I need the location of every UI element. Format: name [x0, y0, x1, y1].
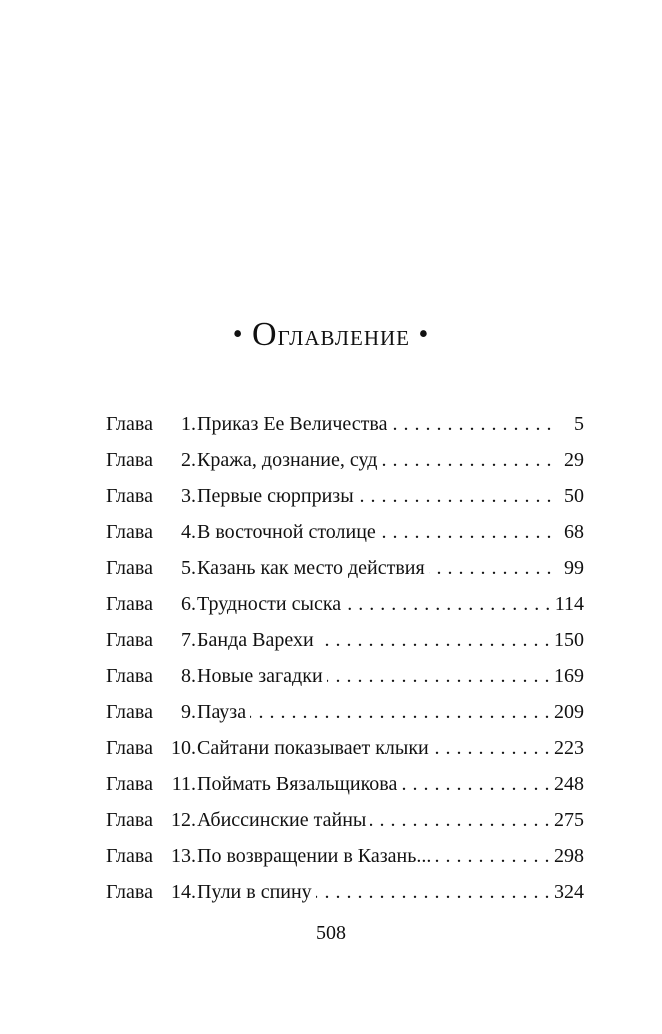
toc-entry[interactable]: [106, 406, 584, 442]
toc-entry[interactable]: [106, 730, 584, 766]
chapter-title: Приказ Ее Величества: [197, 412, 388, 435]
chapter-title: Первые сюрпризы: [197, 484, 354, 507]
chapter-number: 5.: [181, 556, 196, 579]
chapter-number: 14.: [171, 880, 196, 903]
dot-leader: [381, 449, 552, 471]
chapter-title: Абиссинские тайны: [197, 808, 367, 831]
page-number: 275: [554, 808, 584, 831]
chapter-number: 12.: [171, 808, 196, 831]
chapter-title: Пули в спину: [197, 880, 312, 903]
page-number: 298: [554, 844, 584, 867]
chapter-number: 7.: [181, 628, 196, 651]
dot-leader: [250, 701, 550, 723]
chapter-word: Глава: [106, 736, 153, 759]
dot-leader: [316, 881, 550, 903]
chapter-title: Казань как место действия: [197, 556, 425, 579]
chapter-word: Глава: [106, 520, 153, 543]
chapter-number: 4.: [181, 520, 196, 543]
page-number: 324: [554, 880, 584, 903]
dot-leader: [433, 737, 550, 759]
page-number: 223: [554, 736, 584, 759]
dot-leader: [429, 557, 552, 579]
toc-heading: [0, 316, 662, 354]
toc-entry[interactable]: [106, 478, 584, 514]
chapter-number: 3.: [181, 484, 196, 507]
toc-entry[interactable]: [106, 766, 584, 802]
chapter-title: Сайтани показывает клыки: [197, 736, 429, 759]
chapter-title: Пауза: [197, 700, 247, 723]
page-number: 169: [554, 664, 584, 687]
table-of-contents: [106, 406, 584, 910]
chapter-word: Глава: [106, 556, 153, 579]
toc-entry[interactable]: [106, 874, 584, 910]
dot-leader: [391, 413, 552, 435]
chapter-number: 1.: [181, 412, 196, 435]
chapter-word: Глава: [106, 412, 153, 435]
chapter-title: Банда Варехи: [197, 628, 314, 651]
chapter-number: 11.: [171, 772, 196, 795]
chapter-title: Поймать Вязальщикова: [197, 772, 398, 795]
chapter-title: Трудности сыска: [197, 592, 342, 615]
page-number: 209: [554, 700, 584, 723]
dot-leader: [318, 629, 550, 651]
toc-entry[interactable]: [106, 586, 584, 622]
page-folio: 508: [316, 922, 346, 944]
heading-bullet-left: •: [232, 319, 244, 350]
chapter-title: В восточной столице: [197, 520, 376, 543]
chapter-word: Глава: [106, 448, 153, 471]
dot-leader: [370, 809, 550, 831]
heading-first-letter: О: [252, 316, 278, 353]
chapter-number: 13.: [171, 844, 196, 867]
page-number: 114: [554, 592, 584, 615]
page-number: 50: [564, 484, 584, 507]
chapter-word: Глава: [106, 772, 153, 795]
chapter-title: Новые загадки: [197, 664, 323, 687]
toc-entry[interactable]: [106, 694, 584, 730]
chapter-word: Глава: [106, 484, 153, 507]
heading-bullet-right: •: [418, 319, 430, 350]
page-number: 150: [554, 628, 584, 651]
page-number: 29: [564, 448, 584, 471]
page-number: 99: [564, 556, 584, 579]
chapter-word: Глава: [106, 880, 153, 903]
dot-leader: [380, 521, 552, 543]
dot-leader: [435, 845, 550, 867]
chapter-number: 9.: [181, 700, 196, 723]
toc-entry[interactable]: [106, 802, 584, 838]
page-number: 68: [564, 520, 584, 543]
page-number: 248: [554, 772, 584, 795]
dot-leader: [345, 593, 551, 615]
toc-entry[interactable]: [106, 550, 584, 586]
toc-entry[interactable]: [106, 658, 584, 694]
chapter-number: 8.: [181, 664, 196, 687]
dot-leader: [327, 665, 550, 687]
toc-entry[interactable]: [106, 514, 584, 550]
chapter-word: Глава: [106, 664, 153, 687]
toc-entry[interactable]: [106, 838, 584, 874]
chapter-word: Глава: [106, 844, 153, 867]
chapter-word: Глава: [106, 808, 153, 831]
toc-entry[interactable]: [106, 442, 584, 478]
page-number: 5: [574, 412, 584, 435]
dot-leader: [358, 485, 552, 507]
chapter-number: 10.: [171, 736, 196, 759]
chapter-title: По возвращении в Казань...: [197, 844, 432, 867]
chapter-title: Кража, дознание, суд: [197, 448, 378, 471]
chapter-word: Глава: [106, 628, 153, 651]
chapter-word: Глава: [106, 592, 153, 615]
chapter-number: 2.: [181, 448, 196, 471]
toc-entry[interactable]: [106, 622, 584, 658]
heading-rest: главление: [277, 319, 410, 352]
dot-leader: [401, 773, 550, 795]
chapter-word: Глава: [106, 700, 153, 723]
chapter-number: 6.: [181, 592, 196, 615]
